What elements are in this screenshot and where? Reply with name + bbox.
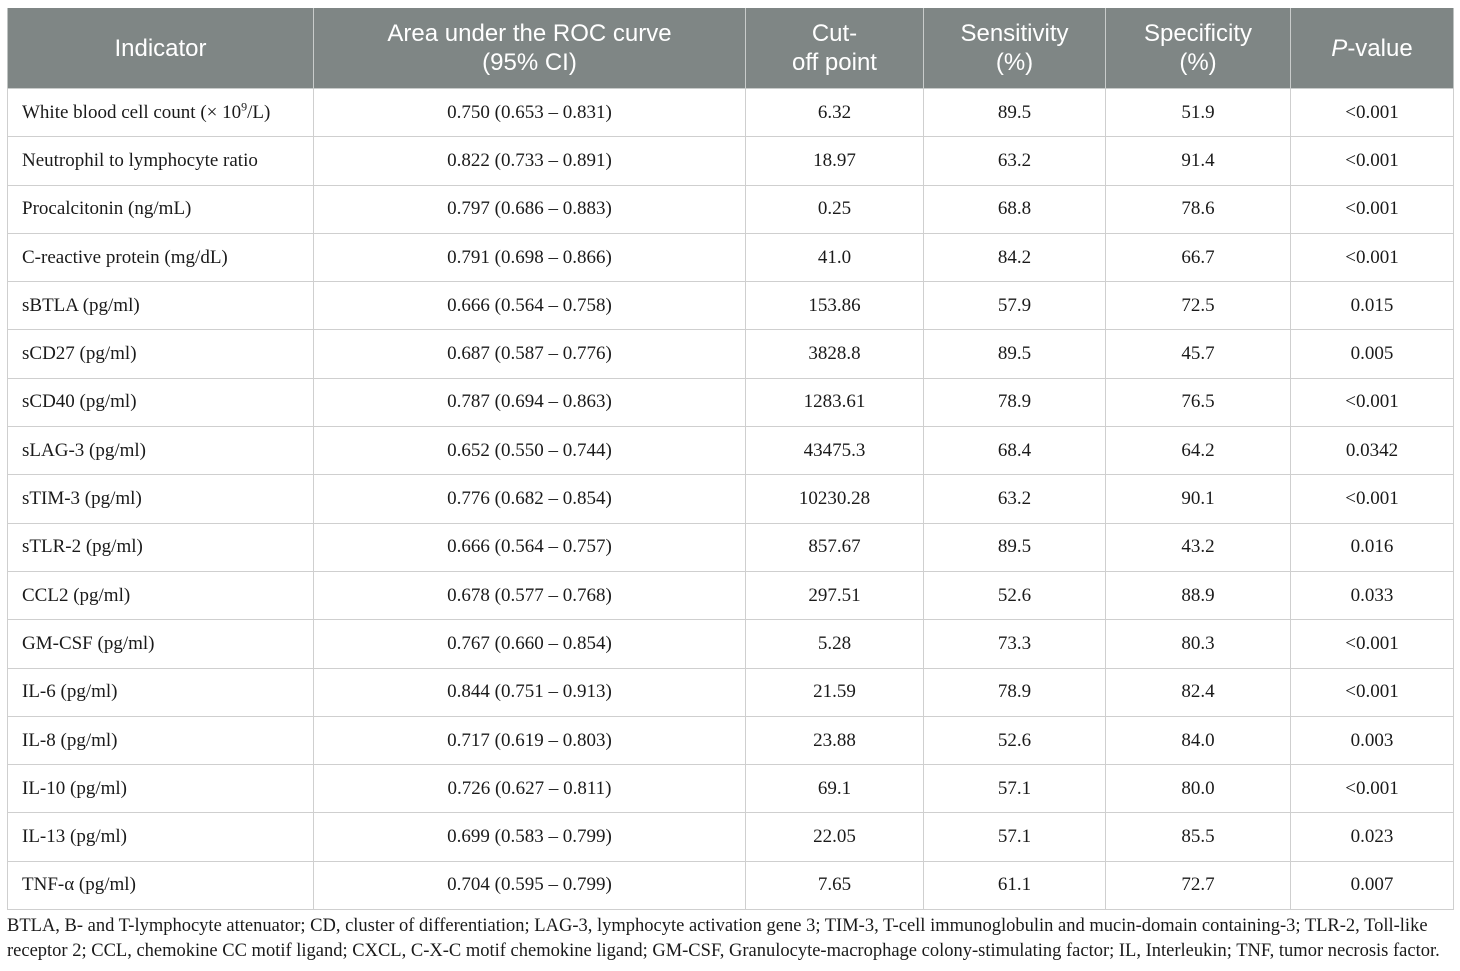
- cell-indicator: IL-8 (pg/ml): [8, 716, 314, 764]
- cell-p-value: <0.001: [1291, 378, 1454, 426]
- cell-specificity: 72.7: [1106, 861, 1291, 909]
- cell-cutoff: 3828.8: [746, 330, 924, 378]
- cell-specificity: 72.5: [1106, 282, 1291, 330]
- table-row: [8, 330, 1454, 378]
- cell-sensitivity: 68.4: [924, 427, 1106, 475]
- cell-cutoff: 41.0: [746, 233, 924, 281]
- cell-cutoff: 23.88: [746, 716, 924, 764]
- cell-cutoff: 857.67: [746, 523, 924, 571]
- cell-indicator: GM-CSF (pg/ml): [8, 620, 314, 668]
- cell-auc: 0.797 (0.686 – 0.883): [314, 185, 746, 233]
- cell-p-value: 0.007: [1291, 861, 1454, 909]
- cell-p-value: 0.023: [1291, 813, 1454, 861]
- cell-sensitivity: 68.8: [924, 185, 1106, 233]
- cell-specificity: 90.1: [1106, 475, 1291, 523]
- cell-sensitivity: 57.1: [924, 765, 1106, 813]
- table-row: [8, 282, 1454, 330]
- cell-indicator: IL-13 (pg/ml): [8, 813, 314, 861]
- cell-specificity: 45.7: [1106, 330, 1291, 378]
- roc-table-container: [7, 8, 1453, 910]
- table-row: [8, 475, 1454, 523]
- table-row: [8, 523, 1454, 571]
- cell-cutoff: 0.25: [746, 185, 924, 233]
- cell-auc: 0.687 (0.587 – 0.776): [314, 330, 746, 378]
- cell-auc: 0.787 (0.694 – 0.863): [314, 378, 746, 426]
- cell-p-value: <0.001: [1291, 668, 1454, 716]
- cell-cutoff: 10230.28: [746, 475, 924, 523]
- cell-p-value: 0.033: [1291, 571, 1454, 619]
- cell-indicator: White blood cell count (× $10^9/L$): [8, 89, 314, 137]
- cell-indicator: Neutrophil to lymphocyte ratio: [8, 137, 314, 185]
- cell-indicator: IL-10 (pg/ml): [8, 765, 314, 813]
- cell-auc: 0.704 (0.595 – 0.799): [314, 861, 746, 909]
- cell-p-value: <0.001: [1291, 233, 1454, 281]
- cell-cutoff: 43475.3: [746, 427, 924, 475]
- table-row: [8, 668, 1454, 716]
- cell-cutoff: 7.65: [746, 861, 924, 909]
- cell-cutoff: 18.97: [746, 137, 924, 185]
- cell-cutoff: 22.05: [746, 813, 924, 861]
- table-row: [8, 716, 1454, 764]
- cell-indicator: sLAG-3 (pg/ml): [8, 427, 314, 475]
- cell-cutoff: 5.28: [746, 620, 924, 668]
- cell-specificity: 66.7: [1106, 233, 1291, 281]
- cell-auc: 0.666 (0.564 – 0.757): [314, 523, 746, 571]
- cell-sensitivity: 52.6: [924, 716, 1106, 764]
- cell-auc: 0.666 (0.564 – 0.758): [314, 282, 746, 330]
- header-p-value: P-value: [1291, 8, 1454, 89]
- cell-specificity: 91.4: [1106, 137, 1291, 185]
- header-auc: Area under the ROC curve (95% CI): [314, 8, 746, 89]
- table-row: [8, 89, 1454, 137]
- cell-sensitivity: 89.5: [924, 330, 1106, 378]
- cell-indicator: sBTLA (pg/ml): [8, 282, 314, 330]
- cell-indicator: sTIM-3 (pg/ml): [8, 475, 314, 523]
- table-row: [8, 765, 1454, 813]
- cell-sensitivity: 84.2: [924, 233, 1106, 281]
- roc-analysis-table: [7, 8, 1454, 910]
- cell-p-value: <0.001: [1291, 620, 1454, 668]
- table-row: [8, 813, 1454, 861]
- cell-specificity: 80.0: [1106, 765, 1291, 813]
- cell-indicator: IL-6 (pg/ml): [8, 668, 314, 716]
- table-row: [8, 861, 1454, 909]
- cell-indicator: sCD27 (pg/ml): [8, 330, 314, 378]
- cell-sensitivity: 57.1: [924, 813, 1106, 861]
- cell-indicator: sTLR-2 (pg/ml): [8, 523, 314, 571]
- cell-p-value: 0.005: [1291, 330, 1454, 378]
- header-cutoff: Cut- off point: [746, 8, 924, 89]
- cell-auc: 0.652 (0.550 – 0.744): [314, 427, 746, 475]
- cell-cutoff: 153.86: [746, 282, 924, 330]
- cell-auc: 0.844 (0.751 – 0.913): [314, 668, 746, 716]
- cell-auc: 0.767 (0.660 – 0.854): [314, 620, 746, 668]
- cell-specificity: 84.0: [1106, 716, 1291, 764]
- cell-cutoff: 69.1: [746, 765, 924, 813]
- cell-p-value: 0.003: [1291, 716, 1454, 764]
- table-row: [8, 620, 1454, 668]
- cell-p-value: <0.001: [1291, 137, 1454, 185]
- header-indicator: Indicator: [8, 8, 314, 89]
- cell-sensitivity: 63.2: [924, 137, 1106, 185]
- cell-specificity: 82.4: [1106, 668, 1291, 716]
- header-specificity: Specificity (%): [1106, 8, 1291, 89]
- table-row: [8, 378, 1454, 426]
- header-sensitivity: Sensitivity (%): [924, 8, 1106, 89]
- cell-auc: 0.678 (0.577 – 0.768): [314, 571, 746, 619]
- header-row: [8, 8, 1454, 89]
- cell-cutoff: 6.32: [746, 89, 924, 137]
- table-row: [8, 137, 1454, 185]
- table-row: [8, 185, 1454, 233]
- cell-p-value: <0.001: [1291, 475, 1454, 523]
- cell-p-value: 0.0342: [1291, 427, 1454, 475]
- cell-specificity: 51.9: [1106, 89, 1291, 137]
- cell-indicator: sCD40 (pg/ml): [8, 378, 314, 426]
- cell-cutoff: 297.51: [746, 571, 924, 619]
- cell-specificity: 76.5: [1106, 378, 1291, 426]
- cell-sensitivity: 63.2: [924, 475, 1106, 523]
- cell-auc: 0.717 (0.619 – 0.803): [314, 716, 746, 764]
- cell-cutoff: 1283.61: [746, 378, 924, 426]
- cell-sensitivity: 89.5: [924, 89, 1106, 137]
- cell-indicator: CCL2 (pg/ml): [8, 571, 314, 619]
- cell-specificity: 43.2: [1106, 523, 1291, 571]
- cell-auc: 0.699 (0.583 – 0.799): [314, 813, 746, 861]
- cell-p-value: <0.001: [1291, 765, 1454, 813]
- cell-specificity: 78.6: [1106, 185, 1291, 233]
- cell-sensitivity: 61.1: [924, 861, 1106, 909]
- cell-auc: 0.726 (0.627 – 0.811): [314, 765, 746, 813]
- cell-sensitivity: 57.9: [924, 282, 1106, 330]
- cell-p-value: 0.016: [1291, 523, 1454, 571]
- table-header: [8, 8, 1454, 89]
- cell-indicator: Procalcitonin (ng/mL): [8, 185, 314, 233]
- cell-sensitivity: 52.6: [924, 571, 1106, 619]
- cell-sensitivity: 78.9: [924, 378, 1106, 426]
- cell-indicator: C-reactive protein (mg/dL): [8, 233, 314, 281]
- table-row: [8, 233, 1454, 281]
- cell-p-value: <0.001: [1291, 89, 1454, 137]
- cell-indicator: TNF-α (pg/ml): [8, 861, 314, 909]
- cell-auc: 0.776 (0.682 – 0.854): [314, 475, 746, 523]
- cell-cutoff: 21.59: [746, 668, 924, 716]
- cell-auc: 0.822 (0.733 – 0.891): [314, 137, 746, 185]
- table-row: [8, 427, 1454, 475]
- cell-sensitivity: 73.3: [924, 620, 1106, 668]
- cell-p-value: <0.001: [1291, 185, 1454, 233]
- cell-specificity: 85.5: [1106, 813, 1291, 861]
- table-footnote: BTLA, B- and T-lymphocyte attenuator; CD, cluster of differentiation; LAG-3, lymphocyte activation gene 3; TIM-3, T-cell immunoglobulin and mucin-domain containing-3; TLR-2, Toll-like receptor 2; CCL, chemokine CC motif ligand; CXCL, C-X-C motif chemokine ligand; GM-CSF, Granulocyte-macrophage colony-stimulating factor; IL, Interleukin; TNF, tumor necrosis factor.: [7, 916, 1440, 961]
- table-row: [8, 571, 1454, 619]
- cell-auc: 0.750 (0.653 – 0.831): [314, 89, 746, 137]
- cell-specificity: 64.2: [1106, 427, 1291, 475]
- cell-p-value: 0.015: [1291, 282, 1454, 330]
- table-body: [8, 89, 1454, 910]
- cell-specificity: 88.9: [1106, 571, 1291, 619]
- cell-auc: 0.791 (0.698 – 0.866): [314, 233, 746, 281]
- cell-sensitivity: 78.9: [924, 668, 1106, 716]
- cell-specificity: 80.3: [1106, 620, 1291, 668]
- cell-sensitivity: 89.5: [924, 523, 1106, 571]
